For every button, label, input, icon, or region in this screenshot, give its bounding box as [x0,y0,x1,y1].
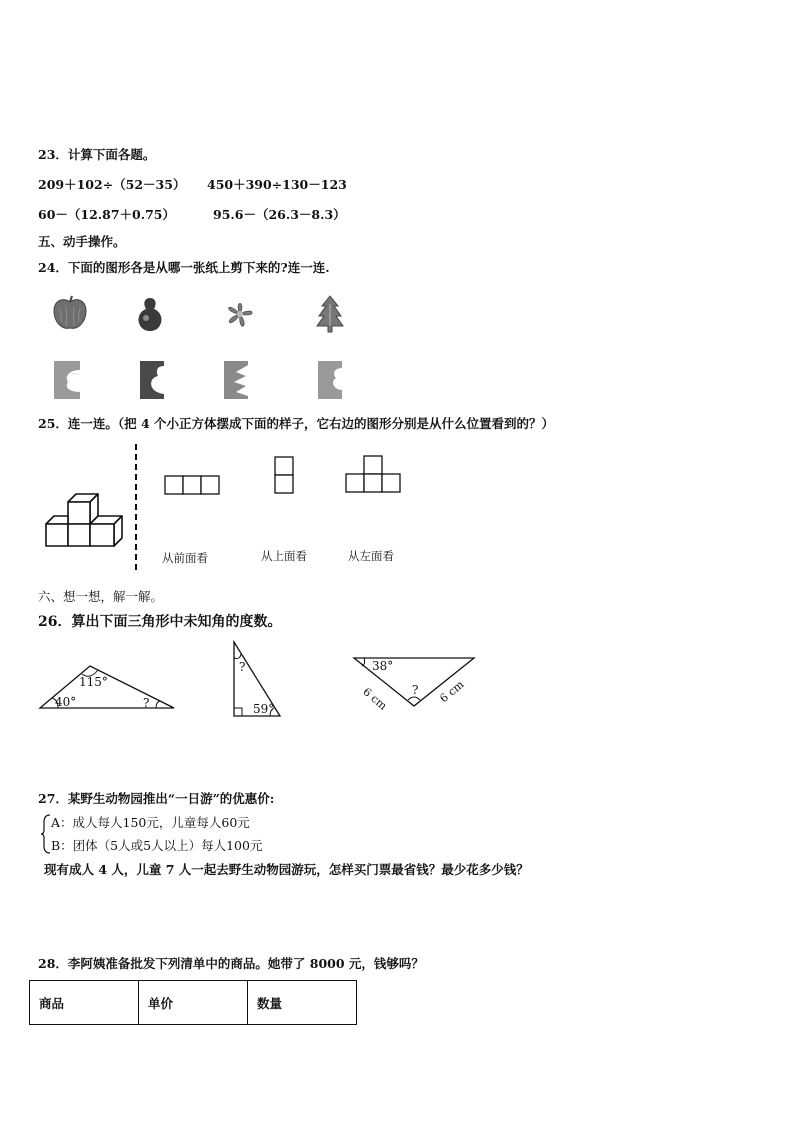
tri2-bottom-angle: 59° [253,702,275,716]
flower-paper-icon [222,360,250,400]
view-front-figure [164,475,222,495]
apple-cutout-icon [50,294,90,334]
q27-option-a: A：成人每人150元，儿童每人60元 [51,815,250,830]
q23-expr-1: 209＋102÷（52－35） [38,177,186,192]
tri1-unknown-angle: ? [143,696,150,710]
gourd-cutout-icon [134,294,166,334]
section-6-heading: 六、想一想，解一解。 [38,589,164,604]
q24-title: 24．下面的图形各是从哪一张纸上剪下来的?连一连. [38,260,330,275]
flower-cutout-icon [220,296,260,332]
q25-title: 25．连一连。（把 4 个小正方体摆成下面的样子，它右边的图形分别是从什么位置看到的？） [38,416,555,431]
tri3-unknown-angle: ? [412,683,419,697]
option-brace [41,814,51,854]
table-header-row [30,981,357,1025]
dashed-divider [134,444,138,574]
q23-expr-3: 60－（12.87＋0.75） [38,207,175,222]
tri3-side-left: 6 cm [360,685,390,713]
tree-paper-icon [316,360,344,400]
gourd-paper-icon [138,360,166,400]
q27-option-b: B：团体（5人或5人以上）每人100元 [51,838,263,853]
tri3-given-angle: 38° [372,659,394,673]
apple-paper-icon [52,360,82,400]
q23-title: 23．计算下面各题。 [38,147,156,162]
tree-cutout-icon [316,294,344,334]
q27-question: 现有成人 4 人，儿童 7 人一起去野生动物园游玩，怎样买门票最省钱？最少花多少钱？ [44,862,529,877]
label-left-view: 从左面看 [348,549,394,563]
tri2-unknown-angle: ? [239,660,246,674]
header-quantity: 数量 [248,981,357,1025]
label-front-view: 从前面看 [162,551,208,565]
cube-stack-figure [44,492,128,554]
q23-expr-4: 95.6－（26.3－8.3） [213,207,346,222]
tri1-top-angle: 115° [79,675,108,689]
q27-title: 27．某野生动物园推出“一日游”的优惠价: [38,791,275,806]
tri1-left-angle: 40° [55,695,77,709]
q23-expr-2: 450＋390÷130－123 [207,177,347,192]
header-unit-price: 单价 [139,981,248,1025]
goods-table [29,980,357,1025]
q26-title: 26．算出下面三角形中未知角的度数。 [38,614,282,630]
view-top-figure [274,456,296,496]
tri3-side-right: 6 cm [437,677,467,706]
section-5-heading: 五、动手操作。 [38,234,126,249]
label-top-view: 从上面看 [261,549,307,563]
header-goods: 商品 [30,981,139,1025]
view-left-figure [345,455,403,495]
q28-title: 28．李阿姨准备批发下列清单中的商品。她带了 8000 元，钱够吗？ [38,956,424,971]
